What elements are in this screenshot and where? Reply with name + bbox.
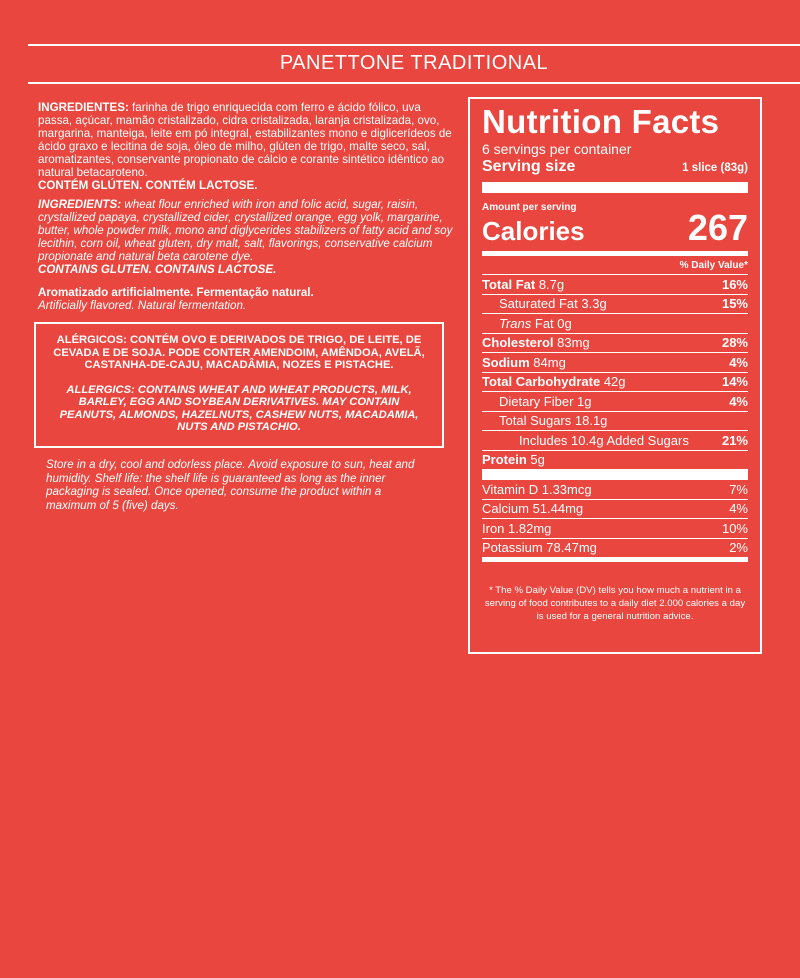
nutrient-row [482, 411, 748, 431]
storage-instructions: Store in a dry, cool and odorless place. Avoid exposure to sun, heat and humidity. Shelf life: the shelf life is guaranteed as long as the inner packaging is sealed. Once opened, consume the product within a maximum of 5 (five) days. [46, 458, 415, 512]
nutrient-label: Protein [482, 452, 527, 468]
vitamin-dv: 2% [729, 540, 748, 556]
nutrient-dv: 4% [729, 354, 748, 370]
vitamin-row [482, 480, 748, 499]
nutrient-label: Dietary Fiber [499, 393, 574, 409]
vitamin-label: Vitamin D 1.33mcg [482, 481, 592, 497]
ingredients-pt-contains: CONTÉM GLÚTEN. CONTÉM LACTOSE. [38, 179, 258, 192]
nutrient-dv: 4% [729, 393, 748, 409]
nutrient-amount: Fat 0g [531, 315, 572, 331]
ingredients-pt-block [38, 101, 458, 192]
nutrient-amount: 1g [573, 393, 592, 409]
allergy-en: ALLERGICS: CONTAINS WHEAT AND WHEAT PRODUCTS, MILK, BARLEY, EGG AND SOYBEAN DERIVATIVES. MAY CONTAIN PEANUTS, ALMONDS, HAZELNUTS, CASHEW NUTS, MACADAMIA, NUTS AND PISTACHIO. [59, 383, 419, 433]
vitamin-dv: 7% [729, 481, 748, 497]
calories-value: 267 [687, 207, 748, 248]
nutrient-label: Saturated Fat [499, 296, 578, 312]
nutrient-label: Total Carbohydrate [482, 374, 601, 390]
nutrient-amount: 8.7g [535, 276, 565, 292]
nutrient-dv: 28% [721, 335, 748, 351]
vitamin-row [482, 538, 748, 558]
nutrient-row [482, 391, 748, 411]
serving-size-label: Serving size [482, 158, 576, 175]
nutrient-dv: 15% [721, 296, 748, 312]
nutrient-label: Sodium [482, 354, 530, 370]
servings-per-container: 6 servings per container [482, 141, 632, 157]
nutrient-amount: 5g [526, 452, 545, 468]
nutrition-facts-title: Nutrition Facts [482, 103, 720, 140]
nutrient-row [482, 352, 748, 372]
nutrient-row [482, 294, 748, 314]
product-title: PANETTONE TRADITIONAL [279, 52, 549, 74]
nutrient-dv: 14% [721, 374, 748, 390]
vitamin-dv: 10% [721, 520, 748, 536]
nutrient-row [482, 313, 748, 333]
serving-size-row [482, 158, 748, 176]
nutrient-amount: 84mg [529, 354, 566, 370]
allergy-box [34, 322, 444, 448]
nutrition-facts-panel [468, 97, 762, 654]
daily-value-header: % Daily Value* [679, 260, 748, 271]
nutrient-row [482, 372, 748, 392]
flavor-pt: Aromatizado artificialmente. Fermentação natural. [38, 286, 314, 299]
vitamin-label: Iron 1.82mg [482, 520, 552, 536]
allergy-pt: ALÉRGICOS: CONTÉM OVO E DERIVADOS DE TRIGO, DE LEITE, DE CEVADA E DE SOJA. PODE CONTER AMENDOIM, AMÊNDOA, AVELÃ, CASTANHA-DE-CAJU, MACADÂMIA, NOZES E PISTACHE. [53, 334, 425, 371]
calories-label: Calories [482, 216, 585, 246]
vitamin-row [482, 499, 748, 519]
vitamin-row [482, 518, 748, 538]
title-divider [28, 82, 800, 84]
ingredients-en-label: INGREDIENTS: [38, 198, 122, 211]
footnote-bar [482, 557, 748, 562]
nutrient-amount: 83mg [553, 335, 590, 351]
serving-size-value: 1 slice (83g) [682, 162, 748, 174]
daily-value-footnote: * The % Daily Value (DV) tells you how much a nutrient in a serving of food contributes to a daily diet 2.000 calories a day is used for a general nutrition advice. [484, 585, 746, 622]
ingredients-en-contains: CONTAINS GLUTEN. CONTAINS LACTOSE. [38, 263, 277, 276]
nutrient-amount: 42g [600, 374, 626, 390]
nutrient-amount: 3.3g [577, 296, 607, 312]
vitamin-dv: 4% [729, 501, 748, 517]
thick-bar [482, 182, 748, 193]
nutrient-label: Trans [499, 315, 532, 331]
flavor-en: Artificially flavored. Natural fermentation. [38, 299, 247, 312]
nutrient-amount: 18.1g [571, 413, 608, 429]
calories-row [482, 207, 748, 249]
nutrient-row [482, 274, 748, 294]
ingredients-en-text: wheat flour enriched with iron and folic acid, sugar, raisin, crystallized papaya, crystallized cider, crystallized orange, egg yolk, margarine, butter, whole powder milk, mono and diglycerides stabilizers of fatty acid and soy lecithin, corn oil, wheat gluten, dry malt, salt, flavorings, conservative calcium propionate and natural beta carotene dye. [38, 198, 453, 263]
ingredients-en-block [38, 198, 458, 276]
nutrient-label: Total Sugars [499, 413, 572, 429]
nutrient-label: Includes 10.4g Added Sugars [519, 432, 689, 448]
nutrient-row [482, 333, 748, 353]
nutrient-dv: 21% [721, 432, 748, 448]
vitamin-label: Potassium 78.47mg [482, 540, 597, 556]
vitamin-label: Calcium 51.44mg [482, 501, 584, 517]
top-divider [28, 44, 800, 46]
amount-per-serving: Amount per serving [482, 202, 577, 213]
vitamins-bar [482, 469, 748, 480]
ingredients-pt-label: INGREDIENTES: [38, 101, 129, 114]
nutrient-row [482, 450, 748, 470]
nutrient-label: Cholesterol [482, 335, 554, 351]
nutrient-label: Total Fat [482, 276, 536, 292]
nutrient-dv: 16% [721, 276, 748, 292]
ingredients-pt-text: farinha de trigo enriquecida com ferro e ácido fólico, uva passa, açúcar, mamão cristalizado, cidra cristalizada, laranja cristalizada, ovo, margarina, manteiga, leite em pó integral, estabilizantes mono e diglicerídeos de ácido graxo e lecitina de soja, óleo de milho, glúten de trigo, malte seco, sal, aromatizantes, conservante propionato de cálcio e corante sintético idêntico ao natural betacaroteno. [38, 101, 452, 179]
flavor-block [38, 286, 458, 312]
nutrient-row [482, 430, 748, 450]
